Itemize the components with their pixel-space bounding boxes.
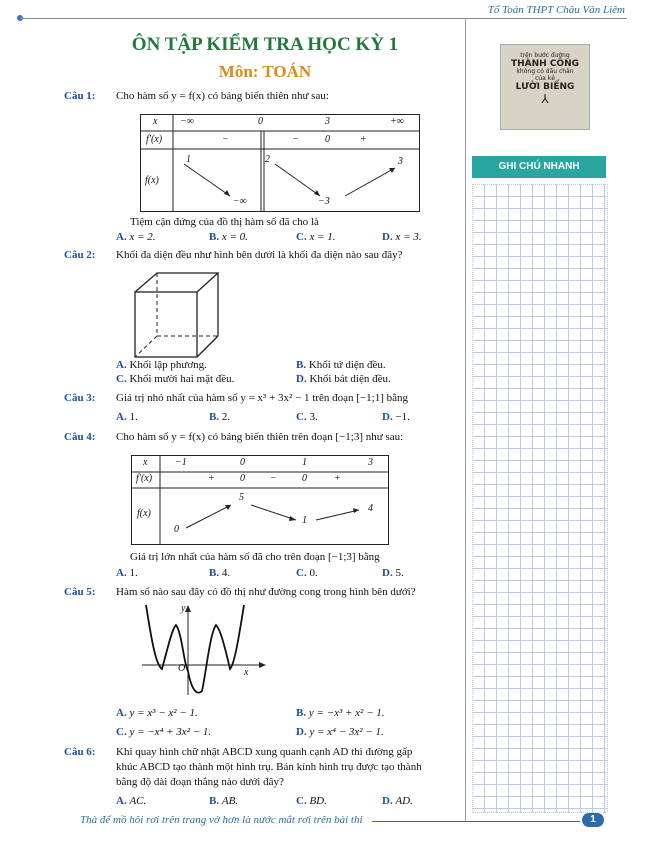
footer-rule xyxy=(372,821,580,822)
table-cell: 4 xyxy=(368,503,373,514)
table-cell: 2 xyxy=(265,154,270,165)
book-line: của kẻ xyxy=(535,75,555,83)
option-c[interactable]: C. BD. xyxy=(296,795,327,807)
option-c[interactable]: C. x = 1. xyxy=(296,231,336,243)
table-cell: + xyxy=(208,473,215,484)
book-line: trên bước đường xyxy=(520,52,570,59)
table-header: f′(x) xyxy=(136,473,153,484)
table-cell: 1 xyxy=(302,457,307,468)
table-cell: − xyxy=(292,134,299,145)
option-c[interactable]: C. 3. xyxy=(296,411,318,423)
table-cell: 1 xyxy=(302,515,307,526)
curve-graph xyxy=(140,603,268,699)
option-c[interactable]: C. Khối mười hai mặt đều. xyxy=(116,373,235,385)
origin-label: O xyxy=(178,663,186,674)
book-line: không có dấu chân xyxy=(516,68,574,76)
page-number: 1 xyxy=(582,813,604,827)
question-followup: Giá trị lớn nhất của hàm số đã cho trên đoạn [−1;3] bằng xyxy=(130,551,380,563)
footer-quote: Thà để mồ hôi rơi trên trang vở hơn là nước mắt rơi trên bài thi xyxy=(80,814,363,826)
option-a[interactable]: A. y = x³ − x² − 1. xyxy=(116,707,198,719)
option-c[interactable]: C. 0. xyxy=(296,567,318,579)
table-cell: 0 xyxy=(258,116,263,127)
question-number: Câu 2: xyxy=(64,249,96,261)
table-cell: −∞ xyxy=(180,116,194,127)
option-a[interactable]: A. AC. xyxy=(116,795,147,807)
question-followup: Tiệm cận đứng của đồ thị hàm số đã cho là xyxy=(130,216,319,228)
question-text-line: Khi quay hình chữ nhật ABCD xung quanh cạnh AD thì đường gấp xyxy=(116,746,413,758)
table-cell: −∞ xyxy=(233,196,247,207)
question-text-line: khúc ABCD tạo thành một hình trụ. Bán kính hình trụ được tạo thành xyxy=(116,761,422,773)
table-cell: 5 xyxy=(239,492,244,503)
notes-label: GHI CHÚ NHANH xyxy=(472,156,606,178)
column-divider xyxy=(465,18,466,822)
table-header: f(x) xyxy=(137,508,151,519)
question-text-line: bằng độ dài đoạn thẳng nào dưới đây? xyxy=(116,776,284,788)
option-d[interactable]: D. x = 3. xyxy=(382,231,422,243)
option-d[interactable]: D. −1. xyxy=(382,411,410,423)
page-subtitle: Môn: TOÁN xyxy=(218,62,312,81)
table-cell: 0 xyxy=(240,457,245,468)
header-school: Tổ Toán THPT Châu Văn Liêm xyxy=(487,4,625,16)
option-d[interactable]: D. AD. xyxy=(382,795,413,807)
option-a[interactable]: A. x = 2. xyxy=(116,231,156,243)
option-b[interactable]: B. AB. xyxy=(209,795,239,807)
axis-label-y: y xyxy=(181,603,186,614)
question-number: Câu 4: xyxy=(64,431,96,443)
option-b[interactable]: B. 4. xyxy=(209,567,231,579)
table-cell: +∞ xyxy=(390,116,404,127)
table-cell: −3 xyxy=(318,196,330,207)
notes-grid[interactable] xyxy=(472,184,608,813)
option-b[interactable]: B. y = −x³ + x² − 1. xyxy=(296,707,385,719)
question-number: Câu 1: xyxy=(64,90,96,102)
table-cell: + xyxy=(334,473,341,484)
question-text: Cho hàm số y = f(x) có bảng biến thiên như sau: xyxy=(116,90,329,102)
figure-icon: ⅄ xyxy=(541,91,549,106)
question-text: Giá trị nhỏ nhất của hàm số y = x³ + 3x² − 1 trên đoạn [−1;1] bằng xyxy=(116,392,408,404)
table-cell: 3 xyxy=(398,156,403,167)
question-number: Câu 3: xyxy=(64,392,96,404)
table-cell: 0 xyxy=(302,473,307,484)
table-cell: − xyxy=(270,473,277,484)
table-cell: − xyxy=(222,134,229,145)
table-header: f(x) xyxy=(145,175,159,186)
variation-table-2 xyxy=(131,455,389,545)
table-header: f′(x) xyxy=(146,134,163,145)
option-a[interactable]: A. Khối lập phương. xyxy=(116,359,207,371)
option-d[interactable]: D. 5. xyxy=(382,567,404,579)
motivation-book-image xyxy=(500,44,590,130)
table-cell: 3 xyxy=(368,457,373,468)
question-text: Hàm số nào sau đây có đồ thị như đường cong trong hình bên dưới? xyxy=(116,586,416,598)
table-cell: + xyxy=(360,134,367,145)
table-cell: 3 xyxy=(325,116,330,127)
header-rule xyxy=(20,18,627,19)
option-a[interactable]: A. 1. xyxy=(116,567,138,579)
table-cell: −1 xyxy=(175,457,187,468)
table-cell: 1 xyxy=(186,154,191,165)
table-header: x xyxy=(143,457,148,468)
axis-label-x: x xyxy=(244,667,249,678)
cube-figure xyxy=(132,270,220,360)
question-text: Khối đa diện đều như hình bên dưới là khối đa diện nào sau đây? xyxy=(116,249,403,261)
table-cell: 0 xyxy=(240,473,245,484)
option-b[interactable]: B. Khối tứ diện đều. xyxy=(296,359,386,371)
option-d[interactable]: D. y = x⁴ − 3x² − 1. xyxy=(296,726,384,738)
table-cell: 0 xyxy=(325,134,330,145)
option-b[interactable]: B. x = 0. xyxy=(209,231,248,243)
question-number: Câu 5: xyxy=(64,586,96,598)
option-c[interactable]: C. y = −x⁴ + 3x² − 1. xyxy=(116,726,212,738)
question-number: Câu 6: xyxy=(64,746,96,758)
option-a[interactable]: A. 1. xyxy=(116,411,138,423)
question-text: Cho hàm số y = f(x) có bảng biến thiên trên đoạn [−1;3] như sau: xyxy=(116,431,404,443)
table-header: x xyxy=(153,116,158,127)
book-line: THÀNH CÔNG xyxy=(510,58,579,69)
table-cell: 0 xyxy=(174,524,179,535)
variation-table-1 xyxy=(140,114,420,212)
option-b[interactable]: B. 2. xyxy=(209,411,231,423)
page-title: ÔN TẬP KIỂM TRA HỌC KỲ 1 xyxy=(131,34,399,55)
option-d[interactable]: D. Khối bát diện đều. xyxy=(296,373,391,385)
book-line: LƯỜI BIẾNG xyxy=(515,81,575,92)
